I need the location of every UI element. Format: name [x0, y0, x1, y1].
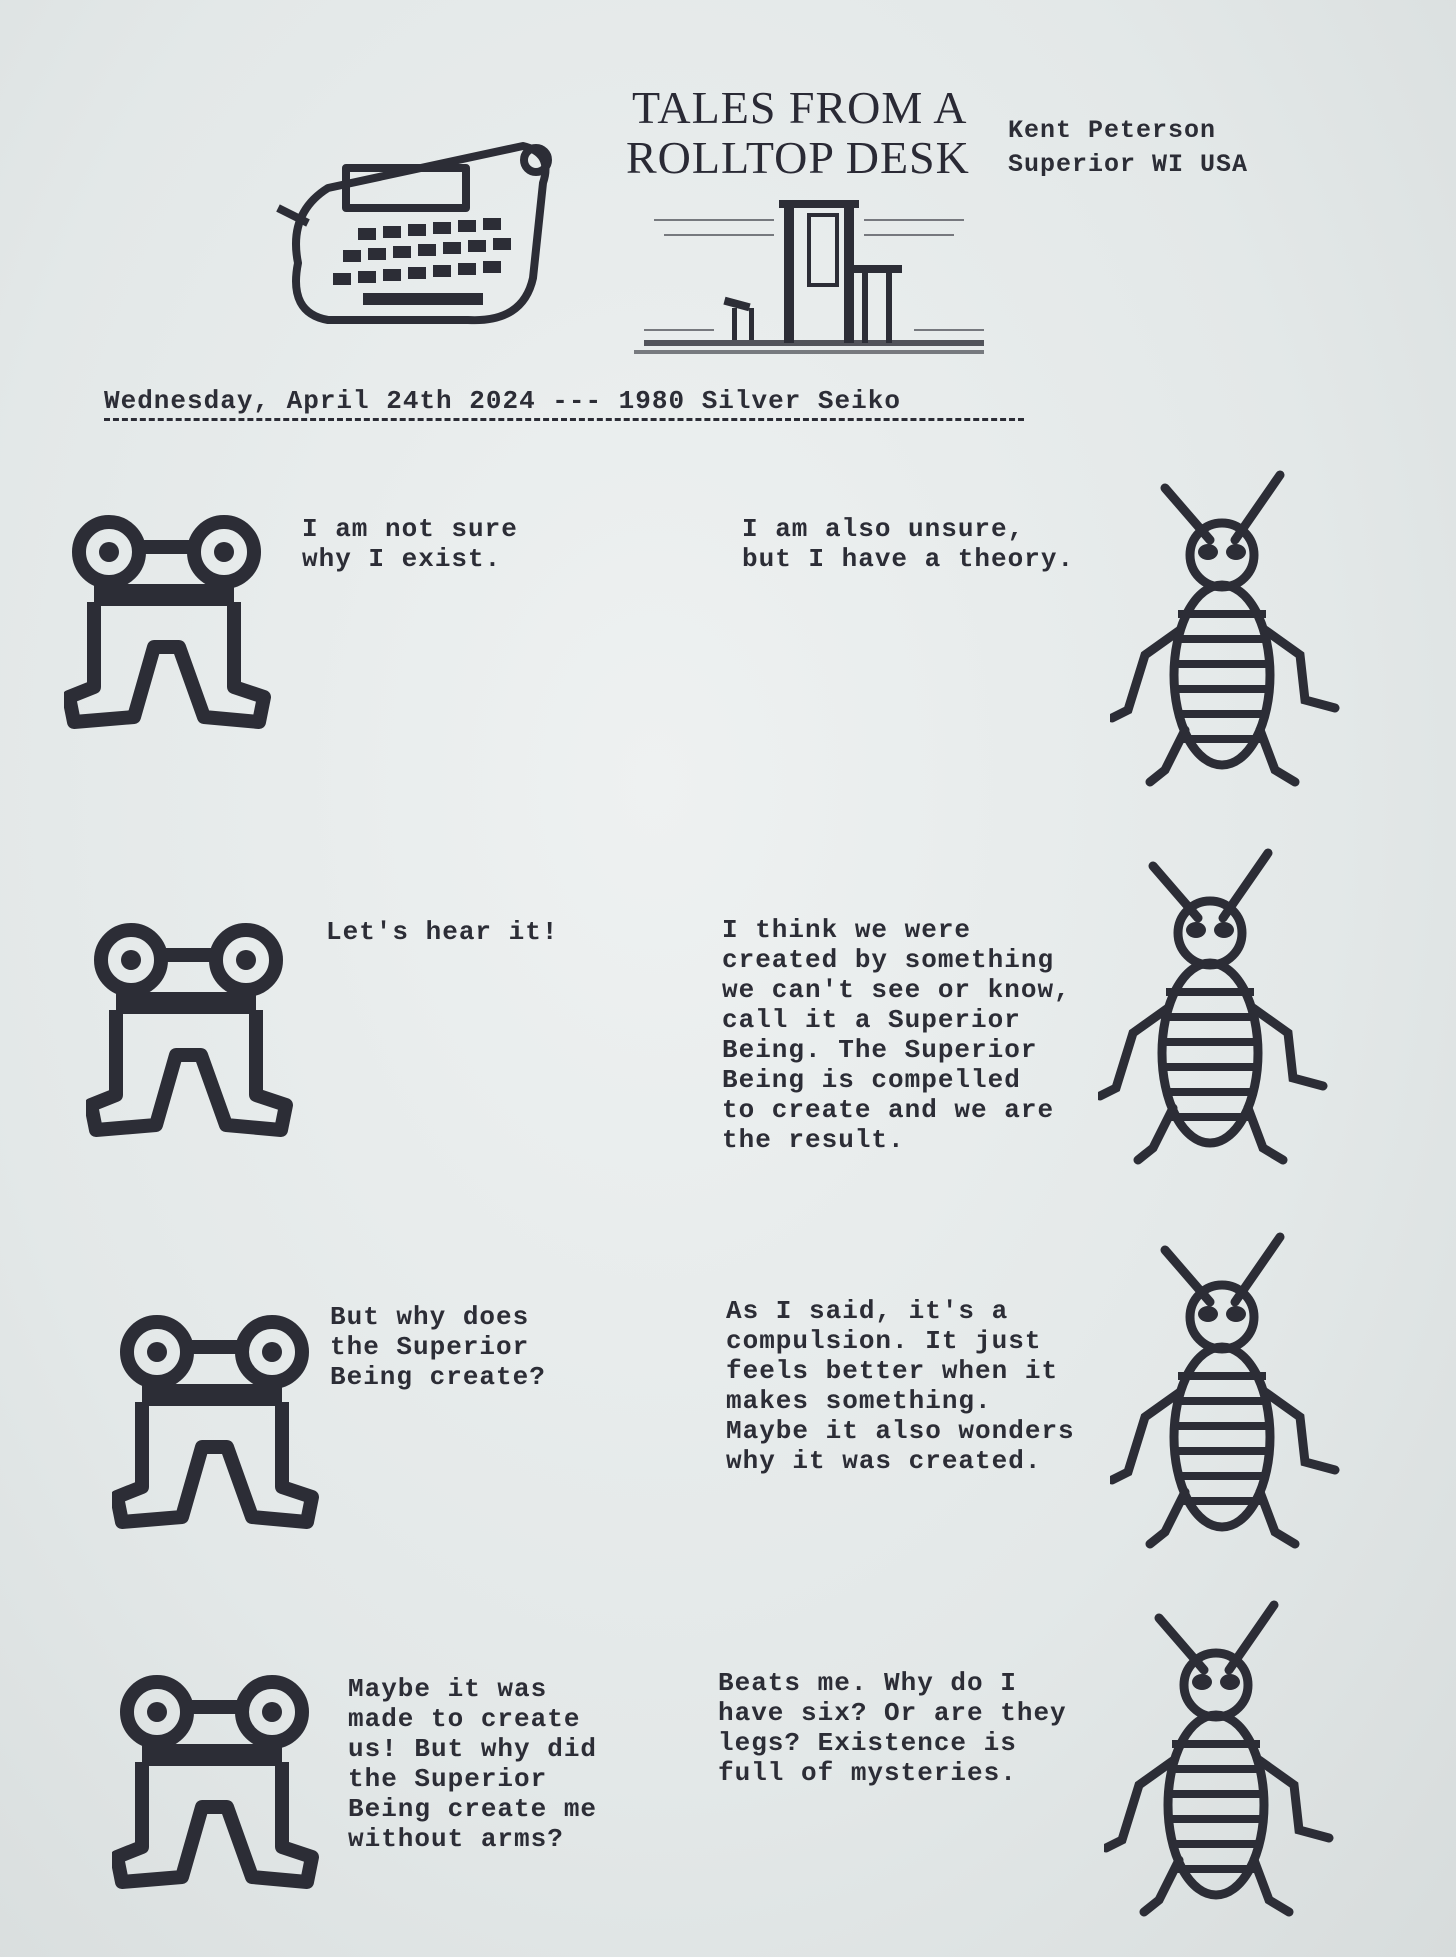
date-line: Wednesday, April 24th 2024 --- 1980 Silver Seiko: [104, 386, 901, 416]
title-line-2: ROLLTOP DESK: [626, 132, 970, 183]
frog-stamp-icon: [64, 512, 274, 734]
bug-speech-1: I am also unsure, but I have a theory.: [742, 514, 1075, 574]
frog-speech-4: Maybe it was made to create us! But why did the Superior Being create me without arms?: [348, 1674, 598, 1854]
frog-speech-2: Let's hear it!: [326, 917, 559, 947]
title-line-1: TALES FROM A: [632, 82, 968, 133]
bug-speech-3: As I said, it's a compulsion. It just feels better when it makes something. Maybe it also wonders why it was created.: [726, 1296, 1075, 1476]
dashed-divider: [104, 418, 1024, 421]
frog-speech-1: I am not sure why I exist.: [302, 514, 518, 574]
bug-speech-2: I think we were created by something we can't see or know, call it a Superior Being. The Superior Being is compelled to create and we are the result.: [722, 915, 1071, 1155]
bug-stamp-icon: [1110, 1232, 1340, 1557]
frog-stamp-icon: [86, 920, 296, 1142]
author-location: Superior WI USA: [1008, 150, 1249, 179]
bug-stamp-icon: [1098, 848, 1328, 1173]
typewriter-stamp-icon: [268, 128, 568, 338]
frog-stamp-icon: [112, 1672, 322, 1894]
frog-stamp-icon: [112, 1312, 322, 1534]
rolltop-desk-stamp-icon: [624, 190, 994, 368]
bug-speech-4: Beats me. Why do I have six? Or are they legs? Existence is full of mysteries.: [718, 1668, 1067, 1788]
bug-stamp-icon: [1110, 470, 1340, 795]
frog-speech-3: But why does the Superior Being create?: [330, 1302, 546, 1392]
author-name: Kent Peterson: [1008, 116, 1217, 145]
bug-stamp-icon: [1104, 1600, 1334, 1925]
